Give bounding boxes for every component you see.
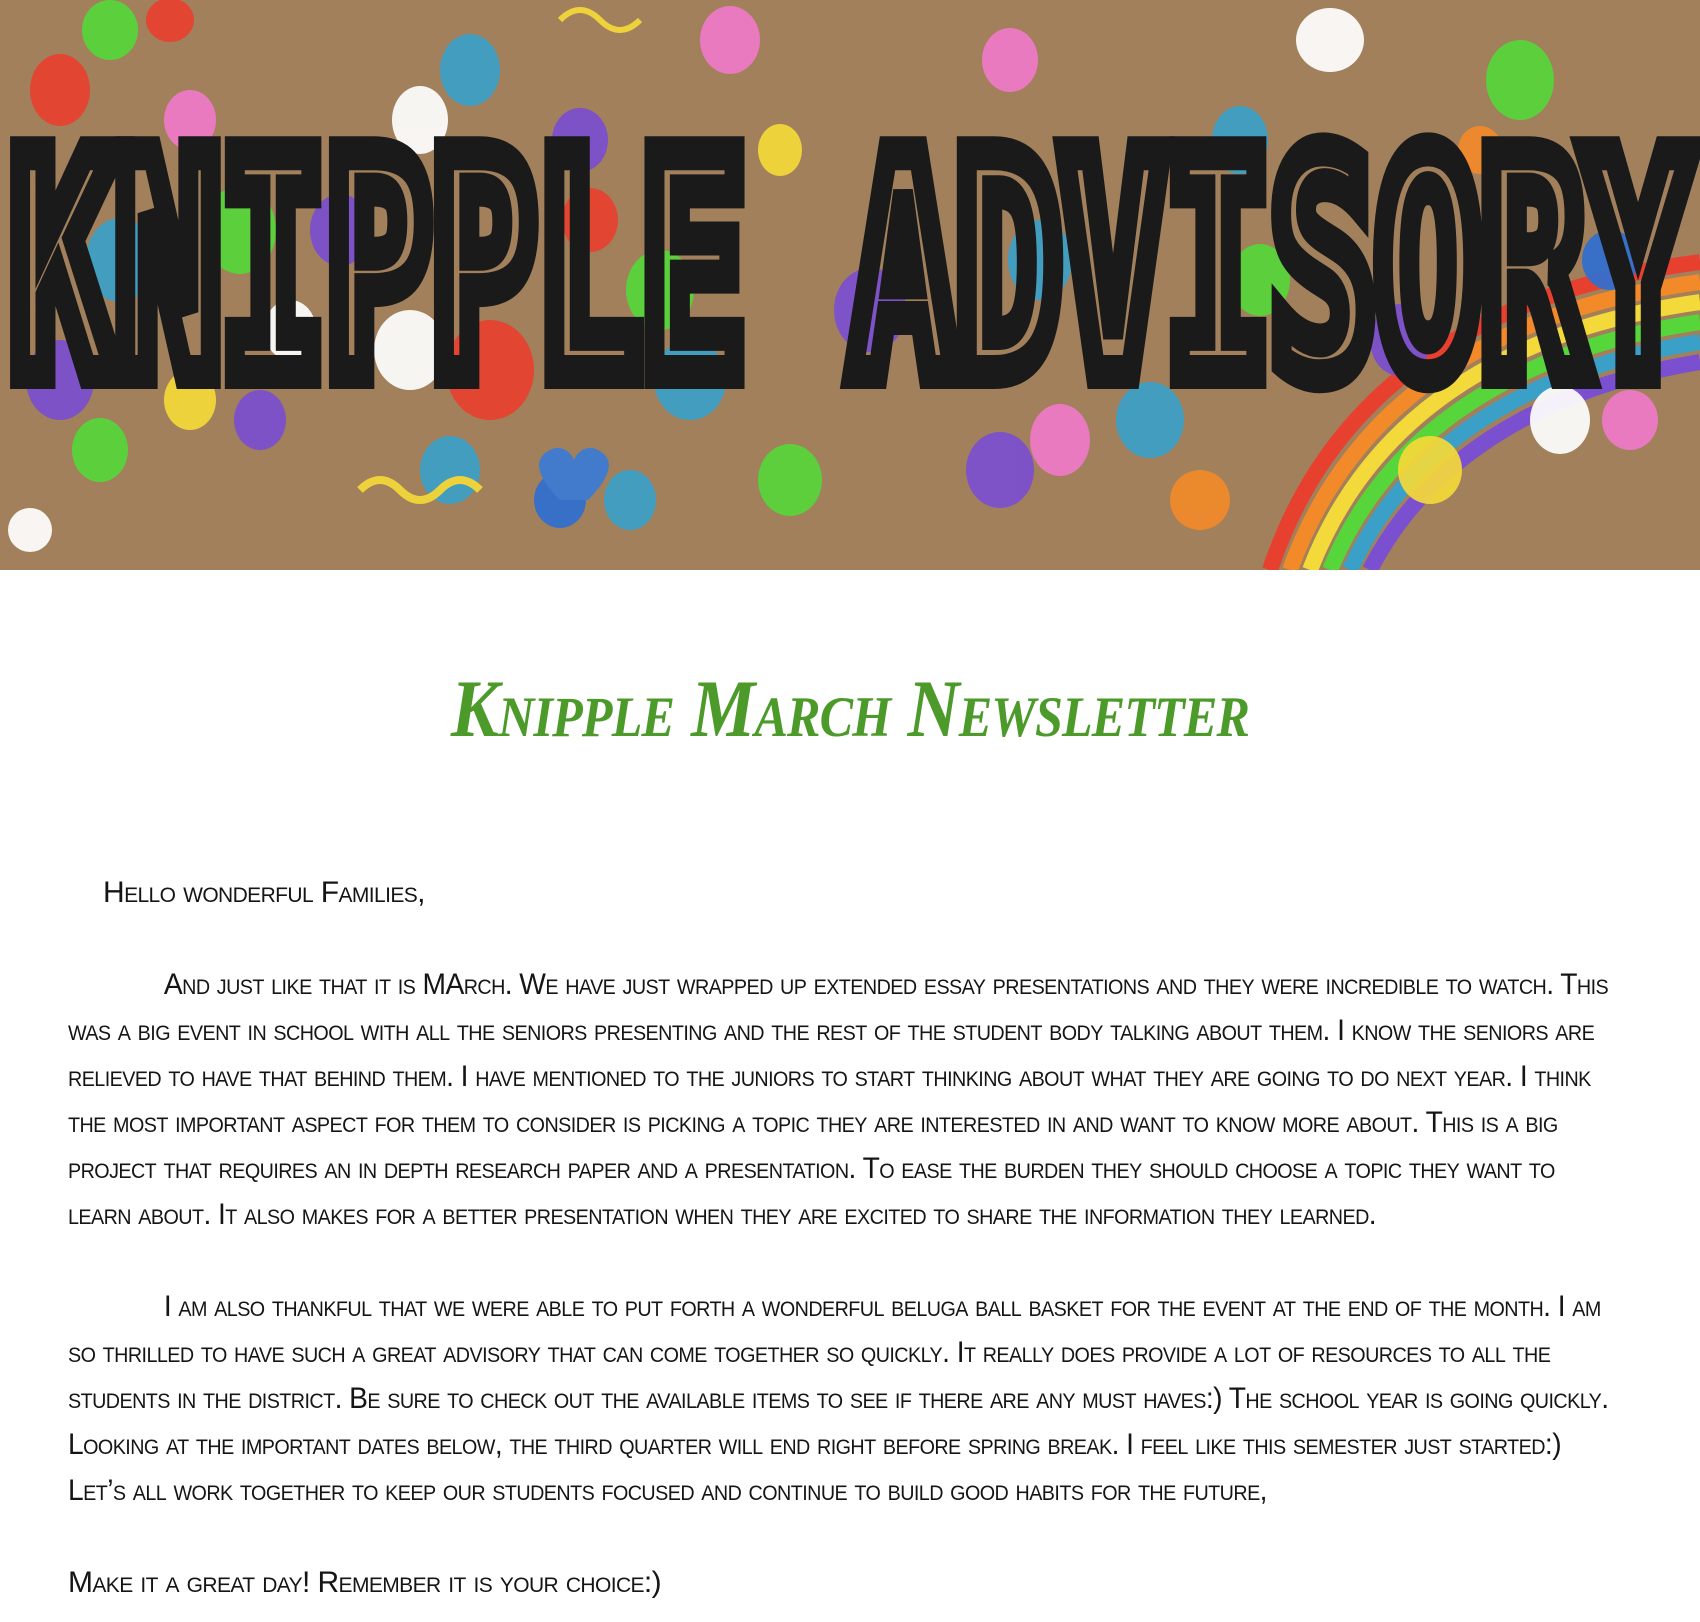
handprint-banner-artwork [0,0,1700,570]
letter-closing: Make it a great day! Remember it is your choice:) [68,1566,662,1599]
newsletter-letter-body [68,870,1618,1606]
newsletter-title: Knipple March Newsletter [450,663,1250,754]
letter-salutation: Hello wonderful Families, [103,876,425,909]
header-banner-image [0,0,1700,570]
letter-paragraph-1: And just like that it is MArch. We have just wrapped up extended essay presentations and they were incredible to watch. This was a big event in school with all the seniors presenting and the rest of the student body talking about them. I know the seniors are relieved to have that behind them. I have mentioned to the juniors to start thinking about what they are going to do next year. I think the most important aspect for them to consider is picking a topic they are interested in and want to know more about. This is a big project that requires an in depth research paper and a presentation. To ease the burden they should choose a topic they want to learn about. It also makes for a better presentation when they are excited to share the information they learned. [68,968,1609,1231]
banner-title: KNIPPLE ADVISORY [10,94,1693,443]
letter-paragraph-2: I am also thankful that we were able to put forth a wonderful beluga ball basket for the event at the end of the month. I am so thrilled to have such a great advisory that can come together so quickly. It really does provide a lot of resources to all the students in the district. Be sure to check out the available items to see if there are any must haves:) The school year is going quickly. Looking at the important dates below, the third quarter will end right before spring break. I feel like this semester just started:) Let’s all work together to keep our students focused and continue to build good habits for the future, [68,1290,1609,1507]
